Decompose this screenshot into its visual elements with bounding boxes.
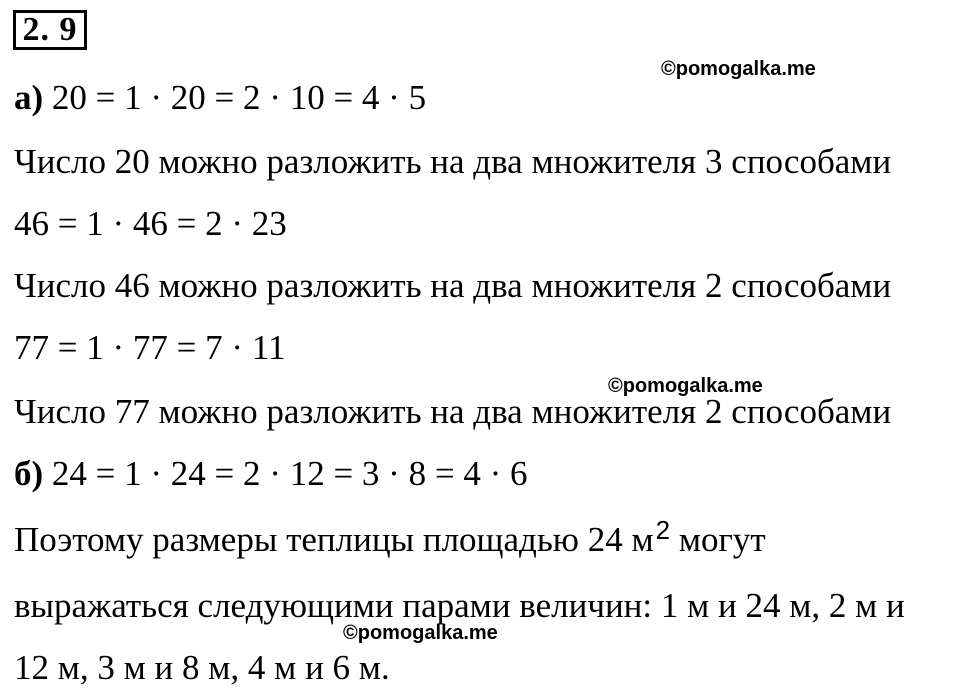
equation-46: 46 = 1 · 46 = 2 · 23 bbox=[14, 204, 287, 243]
equation-77: 77 = 1 · 77 = 7 · 11 bbox=[14, 328, 286, 367]
superscript-2: 2 bbox=[655, 515, 671, 545]
part-b-equation-24 bbox=[14, 454, 527, 494]
text-greenhouse-line-3: 12 м, 3 м и 8 м, 4 м и 6 м. bbox=[14, 648, 390, 687]
text-20: Число 20 можно разложить на два множителя 3 способами bbox=[14, 142, 892, 181]
problem-number-box: 2. 9 bbox=[13, 10, 87, 50]
part-b-label: б) bbox=[14, 454, 44, 493]
text-77: Число 77 можно разложить на два множителя 2 способами bbox=[14, 392, 892, 431]
text-greenhouse-after: могут bbox=[670, 520, 766, 559]
text-greenhouse-line-2: выражаться следующими парами величин: 1 м и 24 м, 2 м и bbox=[14, 586, 905, 625]
text-46: Число 46 можно разложить на два множителя 2 способами bbox=[14, 266, 892, 305]
part-a-label: а) bbox=[14, 78, 44, 117]
watermark-top: ©pomogalka.me bbox=[661, 58, 816, 80]
text-greenhouse-line-1 bbox=[14, 515, 766, 562]
equation-20: 20 = 1 · 20 = 2 · 10 = 4 · 5 bbox=[51, 78, 427, 117]
watermark-middle: ©pomogalka.me bbox=[608, 375, 763, 397]
text-greenhouse-before: Поэтому размеры теплицы площадью 24 м bbox=[14, 520, 654, 559]
part-a-equation-20 bbox=[14, 78, 426, 118]
watermark-bottom: ©pomogalka.me bbox=[343, 622, 498, 644]
equation-24: 24 = 1 · 24 = 2 · 12 = 3 · 8 = 4 · 6 bbox=[51, 454, 528, 493]
